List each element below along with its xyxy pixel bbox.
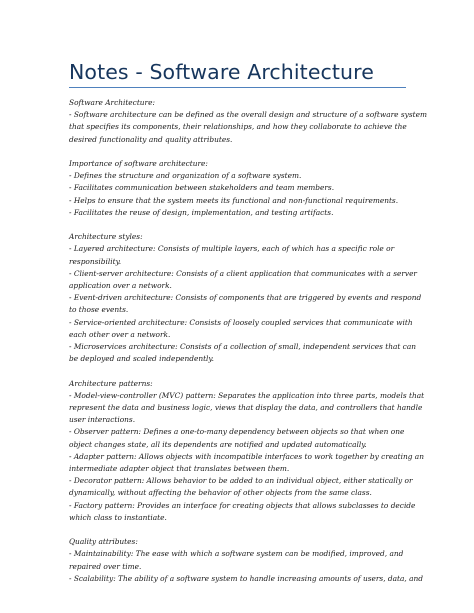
text-line: object changes state, all its dependents are notified and updated automatically.	[69, 439, 367, 449]
section-heading: Importance of software architecture:	[69, 159, 208, 168]
section-heading: Quality attributes:	[69, 537, 138, 547]
bullet-line: - Defines the structure and organization of a software system.	[69, 171, 302, 181]
bullet-line: - Factory pattern: Provides an interface for creating objects that allows subclasses to decide	[69, 500, 416, 510]
bullet-line: - Observer pattern: Defines a one-to-many dependency between objects so that when one	[69, 427, 405, 437]
bullet-line: - Facilitates communication between stakeholders and team members.	[69, 183, 335, 193]
section-importance	[69, 158, 419, 219]
text-line: which class to instantiate.	[69, 512, 167, 522]
section-heading: Architecture styles:	[69, 232, 143, 242]
bullet-line: - Decorator pattern: Allows behavior to be added to an individual object, either statically or	[69, 476, 413, 486]
text-line: desired functionality and quality attributes.	[69, 134, 233, 144]
section-architecture-patterns	[69, 378, 425, 524]
bullet-line: - Adapter pattern: Allows objects with incompatible interfaces to work together by creating an	[69, 451, 424, 461]
text-line: intermediate adapter object that translates between them.	[69, 464, 290, 474]
text-line: application over a network.	[69, 281, 172, 291]
section-architecture-styles	[69, 231, 422, 365]
text-line: represent the data and business logic, views that display the data, and controllers that handle	[69, 403, 423, 413]
notes-body	[69, 97, 427, 585]
text-line: - Software architecture can be defined as the overall design and structure of a software system	[69, 110, 427, 120]
page-title: Notes - Software Architecture	[69, 60, 374, 84]
section-software-architecture	[69, 97, 427, 146]
section-heading: Architecture patterns:	[69, 378, 153, 388]
text-line: repaired over time.	[69, 561, 142, 571]
section-quality-attributes	[69, 536, 424, 585]
title-underline	[69, 87, 406, 88]
text-line: to those events.	[69, 305, 129, 315]
bullet-line: - Event-driven architecture: Consists of components that are triggered by events and respond	[69, 293, 422, 303]
bullet-line: - Layered architecture: Consists of multiple layers, each of which has a specific role or	[69, 244, 395, 254]
text-line: each other over a network.	[69, 329, 171, 339]
section-heading: Software Architecture:	[69, 98, 155, 107]
bullet-line: - Microservices architecture: Consists of a collection of small, independent services that can	[69, 342, 416, 352]
bullet-line: - Helps to ensure that the system meets its functional and non-functional requirements.	[69, 195, 399, 205]
bullet-line: - Model-view-controller (MVC) pattern: Separates the application into three parts, models that	[69, 390, 425, 400]
bullet-line: - Service-oriented architecture: Consists of loosely coupled services that communicate with	[69, 317, 413, 327]
text-line: responsibility.	[69, 256, 122, 266]
text-line: user interactions.	[69, 415, 136, 425]
text-line: dynamically, without affecting the behavior of other objects from the same class.	[69, 488, 372, 498]
bullet-line: - Scalability: The ability of a software system to handle increasing amounts of users, data, and	[69, 573, 424, 583]
bullet-line: - Facilitates the reuse of design, implementation, and testing artifacts.	[69, 207, 334, 217]
bullet-line: - Maintainability: The ease with which a software system can be modified, improved, and	[69, 549, 404, 559]
bullet-line: - Client-server architecture: Consists of a client application that communicates with a server	[69, 268, 417, 278]
text-line: be deployed and scaled independently.	[69, 354, 214, 364]
text-line: that specifies its components, their relationships, and how they collaborate to achieve the	[69, 122, 407, 132]
